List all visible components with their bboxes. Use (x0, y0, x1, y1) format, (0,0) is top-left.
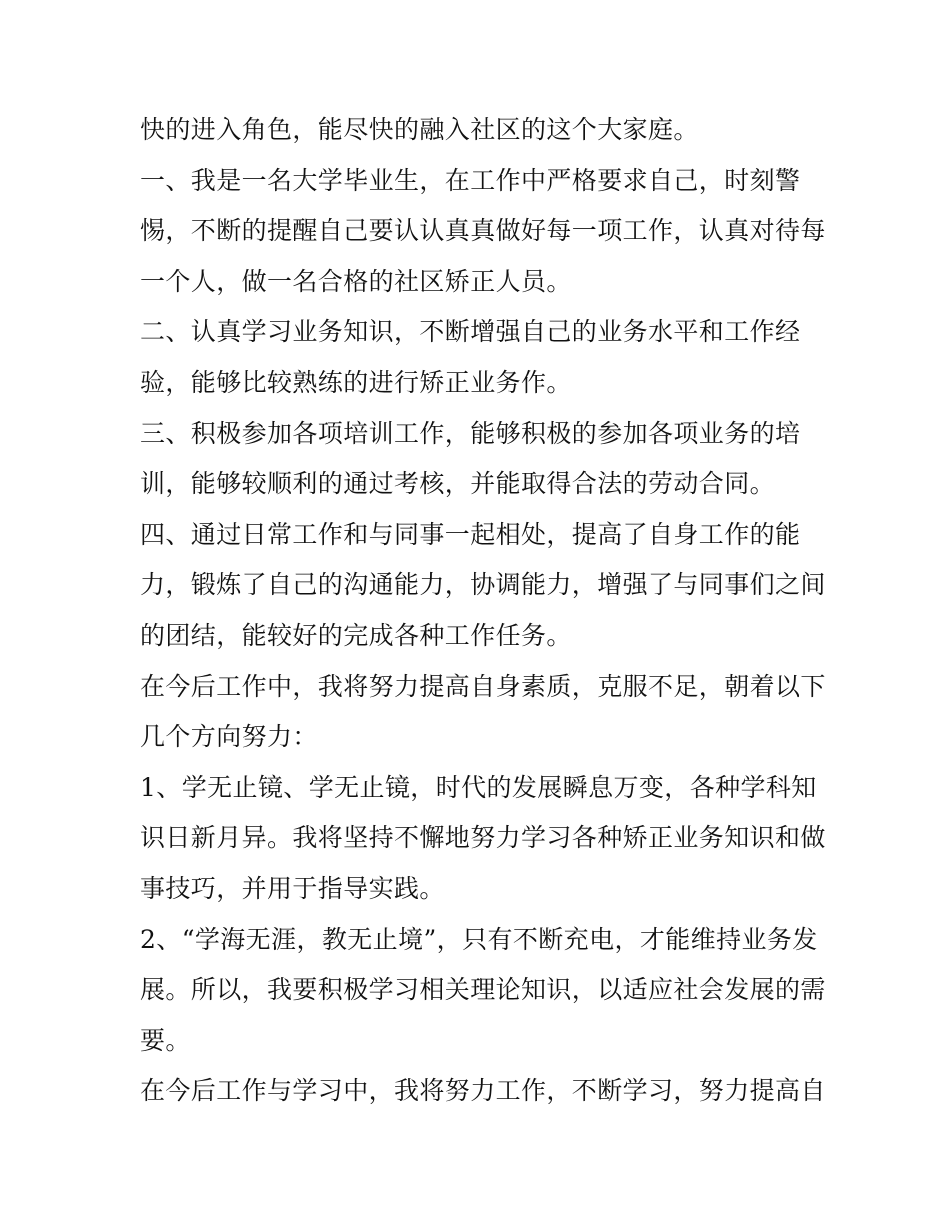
text-line: 验，能够比较熟练的进行矫正业务作。 (140, 367, 572, 397)
text-line: 识日新月异。我将坚持不懈地努力学习各种矫正业务知识和做 (140, 823, 826, 853)
text-line: 的团结，能较好的完成各种工作任务。 (140, 620, 572, 650)
text-line: 一、我是一名大学毕业生，在工作中严格要求自己，时刻警 (140, 165, 801, 195)
text-line: 事技巧，并用于指导实践。 (140, 873, 445, 903)
text-line: 要。 (140, 1025, 191, 1055)
text-line: 展。所以，我要积极学习相关理论知识，以适应社会发展的需 (140, 975, 826, 1005)
text-line: 几个方向努力： (140, 722, 318, 752)
text-line: 二、认真学习业务知识，不断增强自己的业务水平和工作经 (140, 317, 801, 347)
document-body (140, 105, 826, 1117)
text-line: 在今后工作与学习中，我将努力工作，不断学习，努力提高自 (140, 1076, 826, 1106)
text-line: 快的进入角色，能尽快的融入社区的这个大家庭。 (140, 115, 699, 144)
text-line: 力，锻炼了自己的沟通能力，协调能力，增强了与同事们之间 (140, 570, 826, 600)
text-line: 2、“学海无涯，教无止境”，只有不断充电，才能维持业务发 (140, 924, 818, 954)
text-line: 惕，不断的提醒自己要认认真真做好每一项工作，认真对待每 (140, 216, 826, 246)
text-line: 三、积极参加各项培训工作，能够积极的参加各项业务的培 (140, 418, 801, 448)
text-line: 一个人，做一名合格的社区矫正人员。 (140, 266, 572, 296)
text-line: 四、通过日常工作和与同事一起相处，提高了自身工作的能 (140, 519, 801, 549)
text-line: 训，能够较顺利的通过考核，并能取得合法的劳动合同。 (140, 469, 776, 499)
text-line: 在今后工作中，我将努力提高自身素质，克服不足，朝着以下 (140, 671, 826, 701)
text-line: 1、学无止镜、学无止镜，时代的发展瞬息万变，各种学科知 (140, 772, 817, 802)
